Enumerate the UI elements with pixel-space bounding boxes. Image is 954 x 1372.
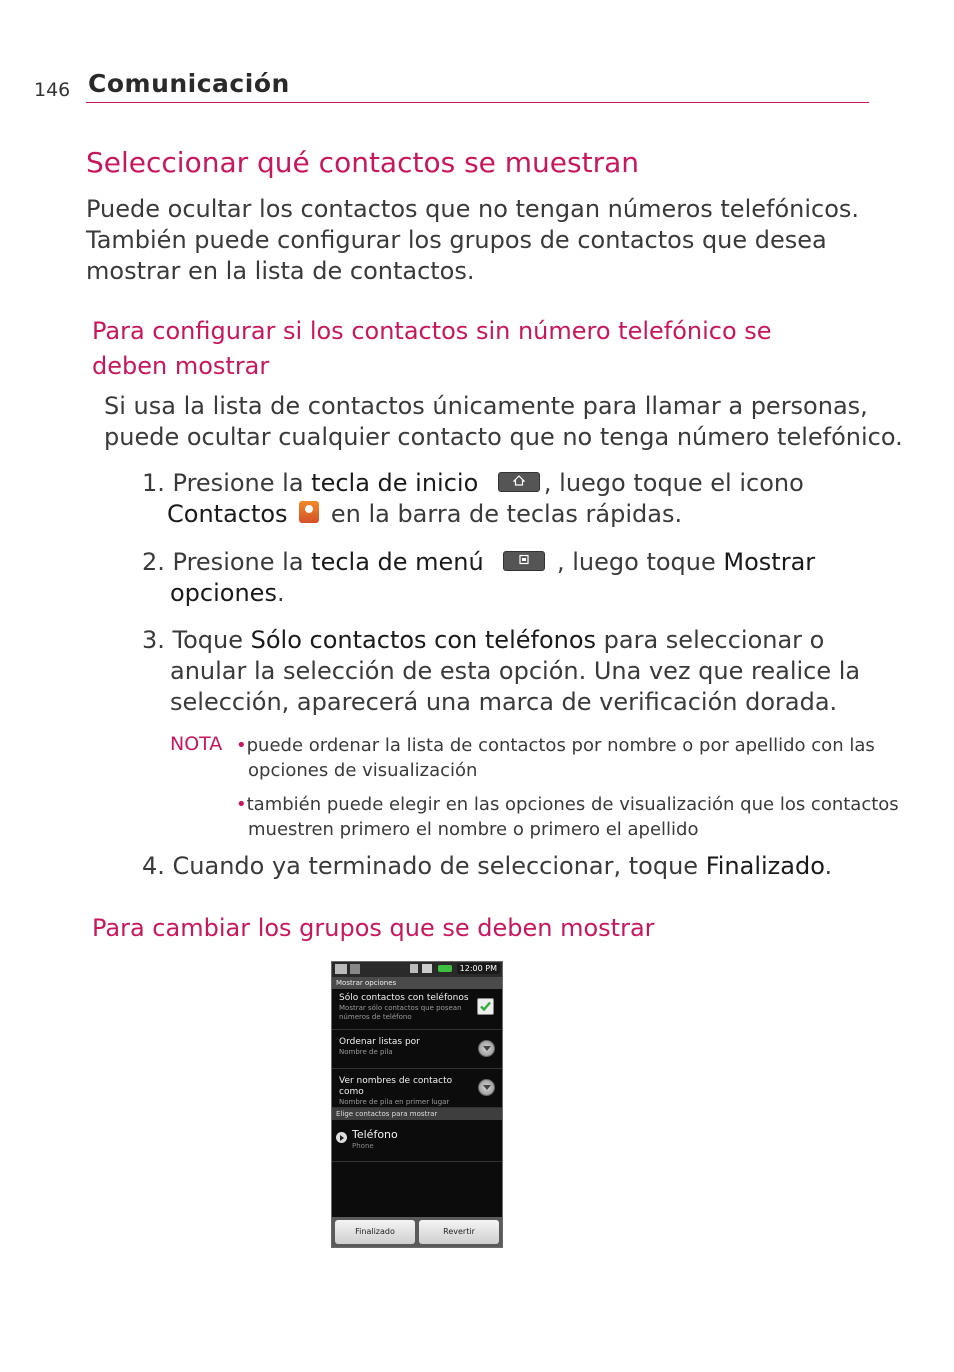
intro-paragraph: Puede ocultar los contactos que no tengan números telefónicos. También puede configurar los grupos de contactos que desea mostrar en la lista de contactos. xyxy=(86,195,860,285)
home-key-label: tecla de inicio xyxy=(311,469,479,497)
note-bullet-2: •también puede elegir en las opciones de visualización que los contactos muestren primero el nombre o primero el apellido xyxy=(236,794,899,840)
menu-key-label: tecla de menú xyxy=(311,548,484,576)
option-only-phones[interactable]: Sólo contactos con teléfonos Mostrar sólo contactos que posean números de teléfono xyxy=(332,989,502,1030)
phone-screenshot xyxy=(331,961,503,1248)
note-label: NOTA xyxy=(170,733,223,755)
usb-icon xyxy=(350,964,360,974)
step-3: 3. Toque Sólo contactos con teléfonos para seleccionar o anular la selección de esta opción. Una vez que realice la selección, aparecerá una marca de verificación dorada. xyxy=(142,626,861,716)
step-2: 2. Presione la tecla de menú , luego toque Mostrar opciones. xyxy=(142,548,816,607)
page-title: Seleccionar qué contactos se muestran xyxy=(86,146,640,179)
status-time: 12:00 PM xyxy=(457,963,500,974)
notification-icon xyxy=(335,964,347,974)
option-sort-by[interactable]: Ordenar listas por Nombre de pila xyxy=(332,1030,502,1069)
group-item-phone[interactable]: Teléfono Phone xyxy=(332,1120,502,1162)
option-view-names[interactable]: Ver nombres de contacto como Nombre de pila en primer lugar xyxy=(332,1069,502,1108)
battery-icon xyxy=(438,965,452,972)
subsection-heading-2: Para cambiar los grupos que se deben mostrar xyxy=(92,914,655,942)
subsection-heading-1: Para configurar si los contactos sin número telefónico se deben mostrar xyxy=(92,317,772,380)
section-title: Comunicación xyxy=(88,69,290,98)
menu-key-icon xyxy=(503,551,545,571)
step-1: 1. Presione la tecla de inicio , luego toque el icono Contactos en la barra de teclas rápidas. xyxy=(142,469,804,528)
subsection-body-1: Si usa la lista de contactos únicamente para llamar a personas, puede ocultar cualquier contacto que no tenga número telefónico. xyxy=(104,392,903,451)
dropdown-arrow-icon[interactable] xyxy=(478,1079,495,1096)
checkbox-icon[interactable] xyxy=(477,998,494,1015)
home-key-icon xyxy=(498,472,540,492)
step-4: 4. Cuando ya terminado de seleccionar, toque Finalizado. xyxy=(142,852,833,880)
dropdown-arrow-icon[interactable] xyxy=(478,1040,495,1057)
revert-button[interactable]: Revertir xyxy=(419,1220,499,1244)
signal-icon xyxy=(422,964,432,973)
contacts-label: Contactos xyxy=(167,500,288,528)
screen-title: Mostrar opciones xyxy=(332,977,502,989)
done-button[interactable]: Finalizado xyxy=(335,1220,415,1244)
wifi-icon xyxy=(410,964,418,973)
page-number: 146 xyxy=(34,79,71,101)
note-bullet-1: •puede ordenar la lista de contactos por nombre o por apellido con las opciones de visualización xyxy=(236,735,875,781)
button-bar xyxy=(332,1217,502,1247)
expand-arrow-icon xyxy=(336,1132,347,1143)
group-section-header: Elige contactos para mostrar xyxy=(332,1108,502,1120)
status-bar xyxy=(332,962,502,977)
contacts-icon xyxy=(299,501,319,523)
header-rule xyxy=(86,102,869,103)
